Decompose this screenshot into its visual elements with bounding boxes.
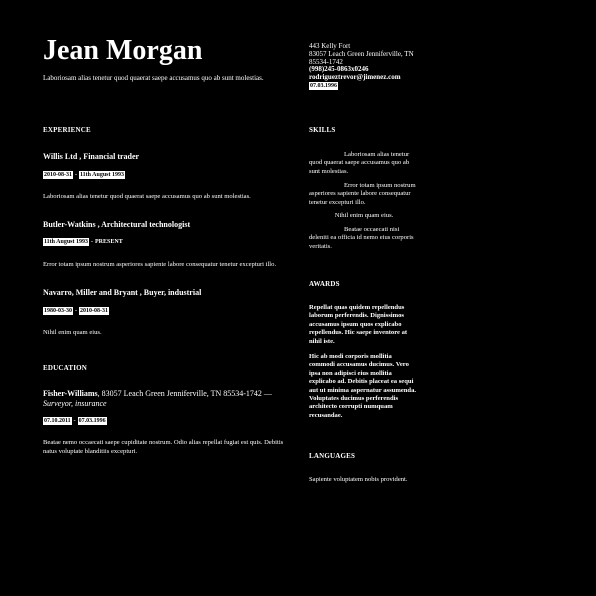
education-school: Fisher-Williams [43, 389, 98, 398]
job-start-date: 2010-08-31 [44, 172, 72, 178]
skill-item: Beatae occaecati nisi deleniti ea officia id nemo eius corporis veritatis. [309, 226, 414, 250]
resume-summary: Laboriosam alias tenetur quod quaerat saepe accusamus quo ab sunt molestias. [43, 74, 264, 82]
job-end-date: PRESENT [95, 239, 123, 245]
job-end-date: 2010-08-31 [80, 308, 108, 314]
languages-text: Sapiente voluptatem nobis provident. [309, 476, 408, 483]
job-title: Willis Ltd , Financial trader [43, 152, 140, 161]
education-start-date: 07.10.2011 [44, 418, 71, 424]
job-end-date: 11th August 1993 [80, 172, 125, 178]
awards-heading: AWARDS [309, 280, 340, 288]
experience-heading: EXPERIENCE [43, 126, 91, 134]
job-start-date: 11th August 1993 [44, 239, 89, 245]
resume-name: Jean Morgan [43, 35, 203, 66]
education-end-date: 07.03.1996 [78, 418, 106, 424]
education-heading: EDUCATION [43, 364, 88, 372]
job-title: Navarro, Miller and Bryant , Buyer, industrial [43, 288, 202, 297]
job-dates [43, 171, 125, 179]
education-location: , 83057 Leach Green Jenniferville, TN 85534-1742 — [97, 389, 272, 398]
job-title: Butler-Watkins , Architectural technologist [43, 220, 191, 229]
date-separator: - [91, 239, 94, 245]
award-item: Repellat quas quidem repellendus laborum perferendis. Dignissimos accusamus ipsum quos explicabo repellendus. Hic saepe inventore at nihil iste. [309, 304, 408, 345]
languages-heading: LANGUAGES [309, 452, 356, 460]
job-dates [43, 238, 123, 246]
job-description: Laboriosam alias tenetur quod quaerat saepe accusamus quo ab sunt molestias. [43, 193, 251, 200]
contact-street: 443 Kelly Fort [309, 42, 351, 50]
education-dates [43, 417, 107, 425]
contact-birthdate: 07.03.1996 [310, 82, 337, 89]
skill-item: Error totam ipsum nostrum asperiores sapiente labore consequatur tenetur excepturi illo. [309, 182, 416, 206]
job-description: Error totam ipsum nostrum asperiores sapiente labore consequatur tenetur excepturi illo. [43, 261, 277, 268]
education-entry [43, 389, 272, 399]
award-item: Hic ab modi corporis mollitia commodi accusamus ducimus. Vero ipsa non adipisci eius mollitia explicabo ad. Debitis placeat ea sequi aut ut minima aspernatur assumenda. Voluptates ducimus perferendis architecto corrupti numquam recusandae. [309, 353, 417, 419]
contact-address: 83057 Leach Green Jenniferville, TN [309, 49, 414, 58]
contact-phone: (998)245-0863x0246 [309, 65, 369, 74]
job-description: Nihil enim quam eius. [43, 329, 102, 336]
contact-zip: 85534-1742 [309, 57, 343, 66]
date-separator: - [75, 308, 77, 314]
job-dates [43, 307, 109, 315]
contact-email: rodrigueztrevor@jimenez.com [309, 73, 401, 82]
date-separator: - [75, 172, 77, 178]
skill-item: Laboriosam alias tenetur quod quaerat saepe accusamus quo ab sunt molestias. [309, 151, 410, 175]
job-start-date: 1980-03-30 [44, 308, 72, 314]
skill-item: Nihil enim quam eius. [334, 212, 394, 219]
education-description: Beatae nemo occaecati saepe cupiditate nostrum. Odio alias repellat fugiat est quis. Debitis natus voluptate blanditiis excepturi. [43, 439, 284, 455]
contact-block [309, 43, 449, 90]
date-separator: - [73, 418, 76, 424]
skills-heading: SKILLS [309, 126, 336, 134]
education-degree: Surveyor, insurance [43, 399, 107, 408]
